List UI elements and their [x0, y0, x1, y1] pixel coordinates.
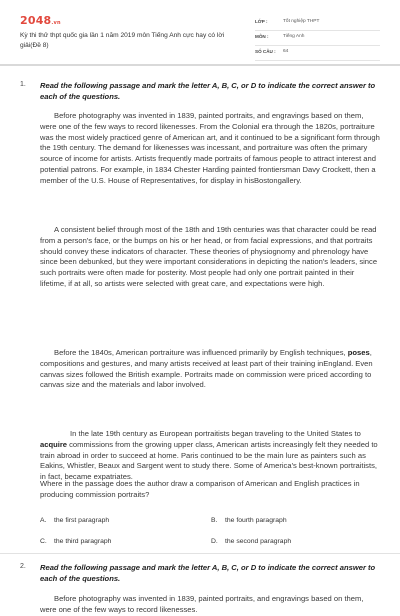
- meta-value: Tốt nghiệp THPT: [283, 19, 320, 24]
- option-letter: A.: [40, 517, 47, 524]
- meta-value: 64: [283, 49, 289, 54]
- passage-paragraph-4: [40, 429, 380, 483]
- paragraph-text: commissions from the growing upper class, American artists increasingly felt they needed to train abroad in order to succeed at home. Paris continued to be the main lure as painters such as Eakins, Whistler, Beaux and Sargent went to study there. Some of America's best-known portraitists, in fact, became expatriates.: [40, 439, 378, 482]
- question-separator: [0, 553, 400, 554]
- page-header: [20, 14, 380, 66]
- meta-row-subject: [255, 31, 380, 46]
- passage-paragraph-2: A consistent belief through most of the 18th and 19th centuries was that character could be read from a person's face, or the bumps on his or her head, or from facial expressions, and that portraits should convey these indicators of character. These theories of physiognomy and phrenology have since been debunked, but they were important considerations in depicting the nation's leaders, since such portraits were often made for posterity. Most people had only one portrait painted in their lifetime, if at all, so artists were selected with great care, and expectations were high.: [40, 225, 378, 288]
- logo-tld: .vn: [51, 20, 61, 26]
- question-text: Where in the passage does the author draw a comparison of American and English practices in producing commission portraits?: [40, 479, 360, 499]
- meta-row-class: [255, 16, 380, 31]
- answer-option-c[interactable]: [40, 538, 111, 545]
- meta-label: MÔN :: [255, 34, 269, 39]
- option-letter: C.: [40, 538, 47, 545]
- paragraph-text: , compositions and gestures, and many artists received at least part of their training inEngland. Even canvas sizes followed the British example. Portraits made on commission were priced according to canvas size and the materials and labor involved.: [40, 348, 373, 390]
- exam-meta: [255, 16, 380, 61]
- passage-paragraph-3: [40, 348, 380, 391]
- option-text: the first paragraph: [54, 517, 110, 524]
- highlighted-word: acquire: [40, 439, 68, 449]
- question-instruction: Read the following passage and mark the letter A, B, C, or D to indicate the correct answer to each of the questions.: [40, 563, 376, 583]
- passage-paragraph-1: Before photography was invented in 1839, painted portraits, and engravings based on them, were one of the few ways to record likenesses.: [40, 594, 364, 614]
- option-letter: B.: [211, 517, 218, 524]
- document-title: Kỳ thi thử thpt quốc gia lần 1 năm 2019 môn Tiếng Anh cực hay có lời giải(Đề 8): [20, 32, 225, 49]
- meta-value: Tiếng Anh: [283, 34, 305, 39]
- option-text: the second paragraph: [225, 538, 292, 545]
- question-instruction: Read the following passage and mark the letter A, B, C, or D to indicate the correct answer to each of the questions.: [40, 81, 376, 101]
- option-text: the fourth paragraph: [225, 517, 287, 524]
- logo-text: 2048: [20, 14, 52, 27]
- option-text: the third paragraph: [54, 538, 112, 545]
- paragraph-text: In the late 19th century as European portraitists began traveling to the United States to: [70, 429, 361, 438]
- paragraph-text: Before the 1840s, American portraiture was influenced primarily by English techniques,: [54, 348, 348, 357]
- passage-paragraph-1: Before photography was invented in 1839, painted portraits, and engravings based on them, were one of the few ways to record likenesses. From the Colonial era through the 1820s, portraiture was the most widely practiced genre of American art, and it continued to be a significant form through the 19th century. The demand for likenesses was incessant, and portraiture was often the primary source of income for artists. Artists frequently made portraits of famous people to attract interest and potential patrons. For example, in 1834 Chester Harding painted frontiersman Davy Crockett, then a member of the U.S. House of Representatives, for display in hisBostongallery.: [40, 111, 380, 185]
- answer-option-d[interactable]: [211, 538, 291, 545]
- answer-option-b[interactable]: [211, 517, 287, 524]
- highlighted-word: poses: [347, 348, 370, 357]
- question-number: 2.: [20, 563, 26, 570]
- meta-label: LỚP :: [255, 19, 268, 24]
- answer-options: [40, 517, 380, 557]
- site-logo[interactable]: [20, 14, 61, 27]
- meta-row-count: [255, 46, 380, 61]
- header-divider: [0, 64, 400, 66]
- answer-option-a[interactable]: [40, 517, 109, 524]
- question-number: 1.: [20, 81, 26, 88]
- option-letter: D.: [211, 538, 218, 545]
- meta-label: SỐ CÂU :: [255, 49, 276, 54]
